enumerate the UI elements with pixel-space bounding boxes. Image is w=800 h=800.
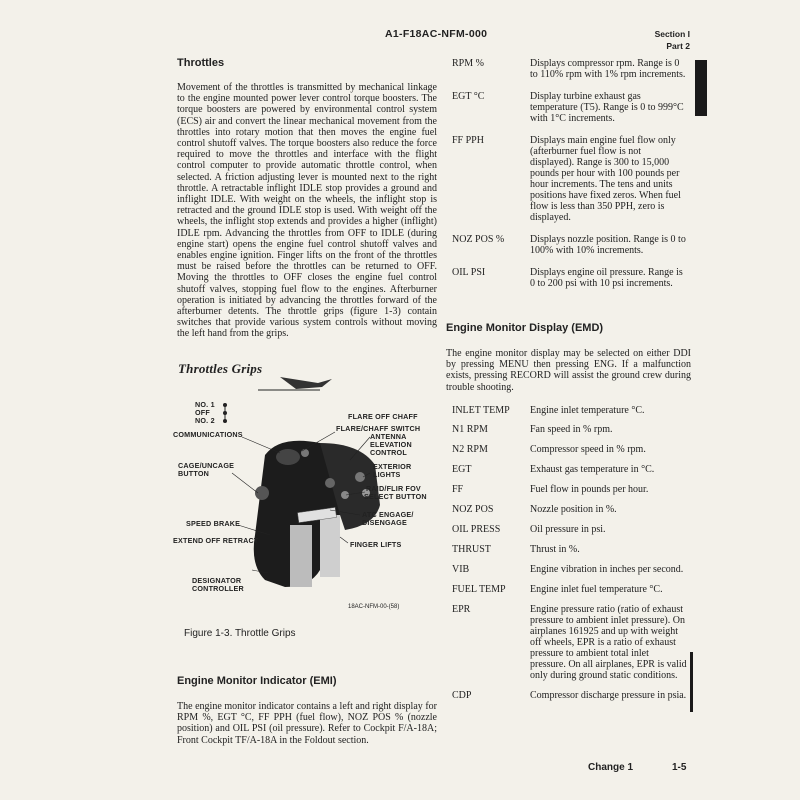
emd-item-desc: Engine vibration in inches per second.	[530, 564, 684, 575]
emi-item-term: EGT °C	[452, 91, 485, 102]
emd-item-term: FUEL TEMP	[452, 584, 506, 595]
throttles-heading: Throttles	[177, 57, 225, 69]
emd-item-row	[452, 690, 687, 701]
throttles-body: Movement of the throttles is transmitted by mechanical linkage to the engine mounted power lever control torque boosters. The torque boosters are powered by environmental control system (ECS) air and convert the linear mechanical movement from the throttles into rotary motion that then moves the engine fuel control shutoff valves. The torque boosters also reduce the force required to move the throttles and interface with the flight control computer to provide automatic throttle control, when selected. A friction adjusting lever is mounted next to the right throttle. A retractable inflight IDLE stop provides a ground and inflight IDLE. With weight on the wheels, the inflight stop is retracted and the ground IDLE stop is used. With weight off the wheels, the inflight stop extends and provides a higher (inflight) IDLE rpm. Advancing the throttles from OFF to IDLE (during engine start) opens the engine fuel control shutoff valves and enables engine ignition. Finger lifts on the front of the throttles must be raised before the throttles can be returned to OFF. Moving the throttles to OFF closes the engine fuel control shutoff valves, stopping fuel flow to the engines. Afterburner operation is initiated by advancing the throttles forward of the afterburner detents. The throttle grips (figure 1-3) contain switches that provide various system controls without moving the left hand from the grips.	[177, 82, 437, 340]
emd-item-term: VIB	[452, 564, 470, 575]
emd-item-desc: Engine inlet fuel temperature °C.	[530, 584, 663, 595]
emd-item-row	[452, 444, 687, 455]
callout-raid-flir: RAID/FLIR FOV	[366, 484, 421, 493]
emi-item-desc: Displays compressor rpm. Range is 0 to 110% rpm with 1% rpm increments.	[530, 58, 686, 80]
change-number: Change 1	[588, 762, 634, 773]
section-label	[650, 28, 690, 52]
callout-flare-off-chaff: FLARE OFF CHAFF	[348, 412, 418, 421]
emd-item-term: N2 RPM	[452, 444, 488, 455]
emd-item-row	[452, 504, 687, 515]
emi-item-term: OIL PSI	[452, 267, 486, 278]
callout-atc-engage: ATC ENGAGE/	[362, 510, 414, 519]
emi-body: The engine monitor indicator contains a left and right display for RPM %, EGT °C, FF PPH (fuel flow), NOZ POS % (nozzle position) and OIL PSI (oil pressure). Refer to Cockpit F/A-18A; Front Cockpit TF/A-18A in the Foldout section.	[177, 701, 437, 746]
emi-item-desc: Displays nozzle position. Range is 0 to 100% with 10% increments.	[530, 234, 686, 256]
emd-item-row	[452, 564, 687, 575]
emd-item-term: FF	[452, 484, 464, 495]
emd-item-row	[452, 464, 687, 475]
section-part: Part 2	[666, 41, 690, 51]
throttles-section	[177, 57, 437, 340]
emi-item-term: NOZ POS %	[452, 234, 505, 245]
callout-cage-uncage: CAGE/UNCAGE	[178, 461, 235, 470]
callout-select-button: SELECT BUTTON	[364, 492, 427, 501]
emd-item-term: NOZ POS	[452, 504, 494, 515]
section-tab-marker	[695, 60, 707, 116]
callout-exterior: EXTERIOR	[373, 462, 412, 471]
emi-item-term: RPM %	[452, 58, 484, 69]
emi-item-row	[452, 91, 687, 124]
emd-item-desc: Thrust in %.	[530, 544, 580, 555]
emi-heading: Engine Monitor Indicator (EMI)	[177, 675, 337, 687]
callout-designator: DESIGNATOR	[192, 576, 242, 585]
callout-disengage: DISENGAGE	[362, 518, 407, 527]
emd-item-desc: Fan speed in % rpm.	[530, 424, 613, 435]
callout-communications: COMMUNICATIONS	[173, 430, 243, 439]
callout-off: OFF	[195, 408, 210, 417]
emi-section	[177, 675, 437, 746]
emd-item-row	[452, 584, 687, 595]
callout-lights: LIGHTS	[373, 470, 401, 479]
emd-item-row	[452, 484, 687, 495]
emi-items-list	[452, 58, 687, 289]
throttle-grips-figure	[170, 361, 430, 625]
emd-item-row	[452, 405, 687, 416]
figure-caption: Figure 1-3. Throttle Grips	[184, 628, 296, 639]
emd-item-desc: Engine inlet temperature °C.	[530, 405, 645, 416]
callout-extend-off-retract: EXTEND OFF RETRACT	[173, 536, 259, 545]
emi-item-row	[452, 267, 687, 289]
emd-item-desc: Compressor discharge pressure in psia.	[530, 690, 687, 701]
emd-item-desc: Compressor speed in % rpm.	[530, 444, 646, 455]
callout-antenna: ANTENNA	[370, 432, 407, 441]
emi-item-desc: Displays engine oil pressure. Range is 0 to 200 psi with 10 psi increments.	[530, 267, 683, 289]
emd-section	[446, 322, 691, 393]
emi-item-term: FF PPH	[452, 135, 484, 146]
callout-flare-chaff: FLARE/CHAFF SWITCH	[336, 424, 421, 433]
callout-button: BUTTON	[178, 469, 210, 478]
emd-item-row	[452, 604, 687, 681]
emi-item-row	[452, 234, 687, 256]
emd-item-desc: Exhaust gas temperature in °C.	[530, 464, 655, 475]
callout-no2: NO. 2	[195, 416, 215, 425]
emi-item-desc: Display turbine exhaust gas temperature (T5). Range is 0 to 999°C with 1°C increments.	[530, 91, 684, 124]
emd-item-row	[452, 424, 687, 435]
emd-body: The engine monitor display may be selected on either DDI by pressing MENU then pressing ENG. If a malfunction exists, pressing RECORD will assist the ground crew during trouble shooting.	[446, 348, 691, 393]
emi-item-row	[452, 135, 687, 223]
emd-item-term: THRUST	[452, 544, 491, 555]
emd-item-term: CDP	[452, 690, 472, 701]
change-bar	[690, 652, 693, 712]
emd-item-desc: Fuel flow in pounds per hour.	[530, 484, 649, 495]
callout-speed-brake: SPEED BRAKE	[186, 519, 241, 528]
aircraft-silhouette-icon	[280, 377, 332, 389]
figure-code: 18AC-NFM-00-(58)	[348, 604, 400, 610]
emd-item-term: EGT	[452, 464, 472, 475]
emd-item-term: INLET TEMP	[452, 405, 510, 416]
figure-title: Throttles Grips	[178, 361, 263, 376]
emd-item-term: EPR	[452, 604, 471, 615]
emd-item-term: OIL PRESS	[452, 524, 501, 535]
emd-item-desc: Oil pressure in psi.	[530, 524, 606, 535]
emd-item-desc: Engine pressure ratio (ratio of exhaust pressure to ambient inlet pressure). On airplanes 161925 and up with weight off wheels, EPR is a ratio of exhaust pressure to ambient total inlet pressure. On all airplanes, EPR is valid only during ground static conditions.	[530, 604, 687, 681]
emd-items-list	[452, 405, 687, 701]
emd-heading: Engine Monitor Display (EMD)	[446, 322, 604, 334]
callout-no1: NO. 1	[195, 400, 215, 409]
emd-item-row	[452, 544, 687, 555]
emd-item-row	[452, 524, 687, 535]
emd-item-desc: Nozzle position in %.	[530, 504, 617, 515]
callout-control: CONTROL	[370, 448, 407, 457]
emi-item-desc: Displays main engine fuel flow only (afterburner fuel flow is not displayed). Range is 300 to 15,000 pounds per hour with 100 pounds per hour increments. The tens and units positions have fixed zeros. When fuel flow is less than 350 PPH, zero is displayed.	[530, 135, 681, 223]
callout-controller: CONTROLLER	[192, 584, 244, 593]
section-number: Section I	[654, 29, 690, 39]
page-number: 1-5	[672, 762, 687, 773]
emi-item-row	[452, 58, 687, 80]
callout-elevation: ELEVATION	[370, 440, 412, 449]
document-number: A1-F18AC-NFM-000	[385, 28, 488, 40]
callout-finger-lifts: FINGER LIFTS	[350, 540, 402, 549]
emd-item-term: N1 RPM	[452, 424, 488, 435]
